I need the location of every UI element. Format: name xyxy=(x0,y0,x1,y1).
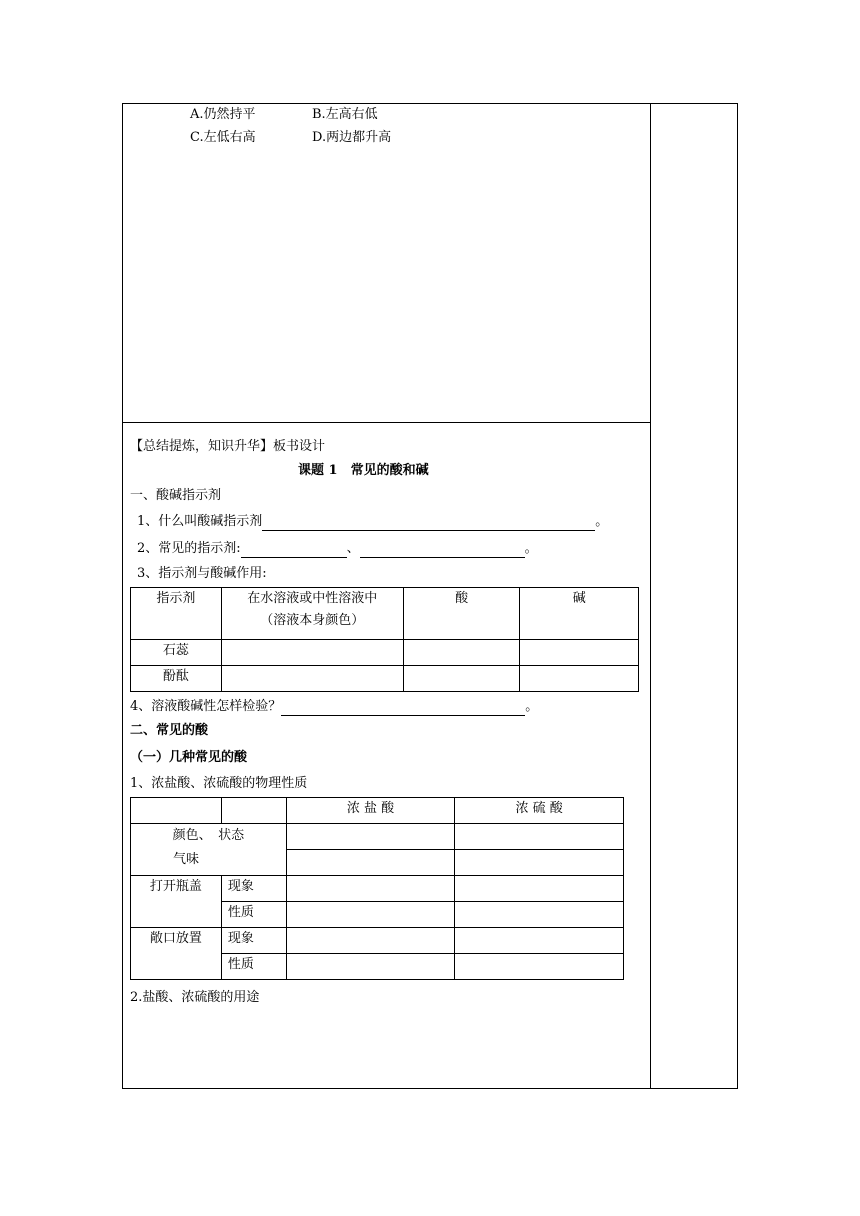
indicator-table xyxy=(130,587,639,692)
option-b: B.左高右低 xyxy=(312,107,378,122)
table-cell xyxy=(131,798,222,824)
phenolphthalein-cell: 酚酞 xyxy=(131,666,222,692)
question-1-end: 。 xyxy=(595,514,609,529)
question-2-sep: 、 xyxy=(346,541,360,556)
litmus-cell: 石蕊 xyxy=(131,640,222,666)
table-cell[interactable] xyxy=(221,640,403,666)
table-cell[interactable] xyxy=(455,824,624,850)
table-cell[interactable] xyxy=(286,928,455,954)
question-2 xyxy=(137,540,538,558)
answer-blank-2b[interactable] xyxy=(360,543,525,558)
section-divider xyxy=(122,422,650,423)
neutral-header-line2: （溶液本身颜色） xyxy=(260,613,365,628)
section1-title: 一、酸碱指示剂 xyxy=(130,488,222,503)
table-cell[interactable] xyxy=(520,666,639,692)
table-cell[interactable] xyxy=(286,876,455,902)
option-a: A.仍然持平 xyxy=(190,107,256,122)
table-cell[interactable] xyxy=(286,902,455,928)
table-cell[interactable] xyxy=(455,850,624,876)
question-2-text: 2、常见的指示剂: xyxy=(137,541,241,556)
section2-subtitle: （一）几种常见的酸 xyxy=(130,750,248,765)
question-2-end: 。 xyxy=(524,541,538,556)
property-label-1: 性质 xyxy=(221,902,286,928)
question-1-text: 1、什么叫酸碱指示剂 xyxy=(137,514,263,529)
table-cell[interactable] xyxy=(286,824,455,850)
table-cell[interactable] xyxy=(455,954,624,980)
table-cell xyxy=(221,798,286,824)
option-c: C.左低右高 xyxy=(190,130,256,145)
table-cell[interactable] xyxy=(455,902,624,928)
answer-blank-2a[interactable] xyxy=(241,543,347,558)
phenomenon-label-1: 现象 xyxy=(221,876,286,902)
table-cell[interactable] xyxy=(403,640,520,666)
answer-blank-1[interactable] xyxy=(262,516,595,531)
section2-title: 二、常见的酸 xyxy=(130,723,209,738)
table-cell[interactable] xyxy=(520,640,639,666)
table-cell[interactable] xyxy=(286,850,455,876)
open-cap-label: 打开瓶盖 xyxy=(131,876,222,928)
table-cell[interactable] xyxy=(221,666,403,692)
table-cell[interactable] xyxy=(455,928,624,954)
acid-header: 酸 xyxy=(403,588,520,640)
table-cell[interactable] xyxy=(286,954,455,980)
question-3: 3、指示剂与酸碱作用: xyxy=(137,566,267,581)
section2-question-1: 1、浓盐酸、浓硫酸的物理性质 xyxy=(130,776,308,791)
answer-blank-4[interactable] xyxy=(281,701,525,716)
phenomenon-label-2: 现象 xyxy=(221,928,286,954)
neutral-header-line1: 在水溶液或中性溶液中 xyxy=(247,591,378,606)
smell-label: 气味 xyxy=(173,852,200,867)
property-label-2: 性质 xyxy=(221,954,286,980)
color-state-label: 颜色、 状态 xyxy=(172,828,245,843)
question-4-text: 4、溶液酸碱性怎样检验？ xyxy=(130,699,282,714)
acid-properties-table xyxy=(130,797,624,980)
table-cell[interactable] xyxy=(403,666,520,692)
neutral-header xyxy=(221,588,403,640)
table-cell[interactable] xyxy=(455,876,624,902)
question-1 xyxy=(137,513,608,531)
question-4-end: 。 xyxy=(525,699,539,714)
summary-heading: 【总结提炼，知识升华】板书设计 xyxy=(130,439,326,454)
exposed-label: 敞口放置 xyxy=(131,928,222,980)
topic-title: 课题 1 常见的酸和碱 xyxy=(298,463,429,478)
h2so4-header: 浓 硫 酸 xyxy=(455,798,624,824)
color-state-smell-cell xyxy=(131,824,287,876)
hcl-header: 浓 盐 酸 xyxy=(286,798,455,824)
section2-question-2: 2.盐酸、浓硫酸的用途 xyxy=(130,990,260,1005)
question-4 xyxy=(130,698,538,716)
indicator-header: 指示剂 xyxy=(131,588,222,640)
option-d: D.两边都升高 xyxy=(312,130,392,145)
base-header: 碱 xyxy=(520,588,639,640)
right-column-divider xyxy=(650,103,651,1089)
